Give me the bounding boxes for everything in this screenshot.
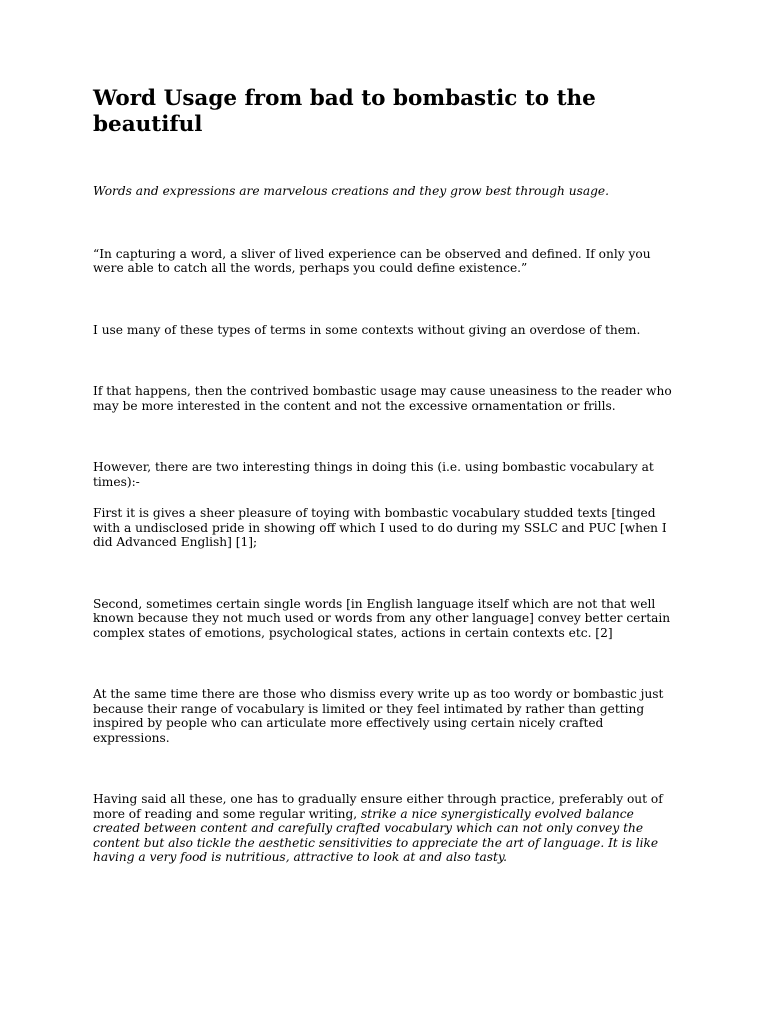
- overdose-paragraph: I use many of these types of terms in some contexts without giving an overdose of them.: [93, 322, 641, 337]
- quote-paragraph: “In capturing a word, a sliver of lived experience can be observed and defined. If only you were able to catch all the words, perhaps you could define existence.”: [93, 246, 651, 275]
- second-point-paragraph: Second, sometimes certain single words [in English language itself which are not that well known because they not much used or words from any other language] convey better certain complex states of emotions, psychological states, actions in certain contexts etc. [2]: [93, 596, 671, 640]
- first-point-paragraph: First it is gives a sheer pleasure of toying with bombastic vocabulary studded texts [tinged with a undisclosed pride in showing off which I used to do during my SSLC and PUC [when I did Advanced English] [1];: [93, 506, 667, 549]
- two-things-paragraph: However, there are two interesting things in doing this (i.e. using bombastic vocabulary at times):-: [93, 460, 654, 489]
- conclusion-plain-text: Having said all these, one has to gradually ensure either through practice, preferably out of more of reading and some regular writing,: [93, 792, 663, 821]
- dismiss-paragraph: At the same time there are those who dismiss every write up as too wordy or bombastic just because their range of vocabulary is limited or they feel intimated by rather than getting inspired by people who can articulate more effectively using certain nicely crafted expressions.: [93, 687, 664, 745]
- document-subtitle: Words and expressions are marvelous creations and they grow best through usage.: [93, 184, 609, 198]
- conclusion-italic-text: strike a nice synergistically evolved balance created between content and carefully crafted vocabulary which can not only convey the content but also tickle the aesthetic sensitivities to appreciate the art of language. It is like having a very food is nutritious, attractive to look at and also tasty.: [93, 806, 659, 864]
- document-title: Word Usage from bad to bombastic to the beautiful: [93, 86, 596, 137]
- document-page: [93, 86, 683, 865]
- uneasiness-paragraph: If that happens, then the contrived bombastic usage may cause uneasiness to the reader who may be more interested in the content and not the excessive ornamentation or frills.: [93, 384, 672, 413]
- conclusion-paragraph: [93, 792, 683, 865]
